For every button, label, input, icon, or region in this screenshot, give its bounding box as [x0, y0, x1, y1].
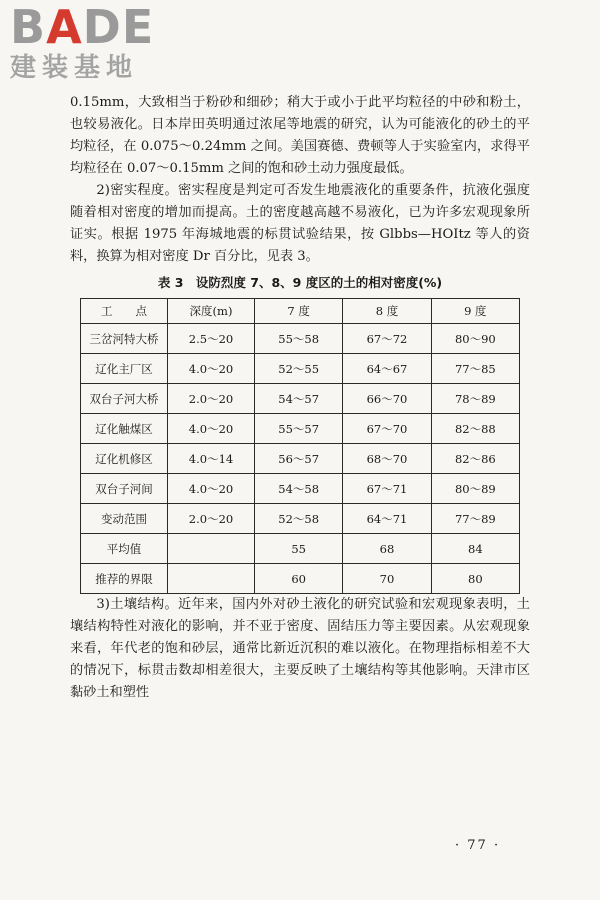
logo-a: A	[46, 0, 83, 54]
cell-8deg: 68	[343, 534, 431, 564]
cell-8deg: 64～71	[343, 504, 431, 534]
cell-7deg: 54～57	[255, 384, 343, 414]
cell-site: 双台子河大桥	[81, 384, 168, 414]
cell-9deg: 80～90	[431, 324, 519, 354]
header-depth: 深度(m)	[168, 299, 255, 324]
cell-9deg: 78～89	[431, 384, 519, 414]
cell-depth: 2.0～20	[168, 504, 255, 534]
cell-depth	[168, 534, 255, 564]
table-row	[81, 324, 520, 354]
cell-7deg: 55～57	[255, 414, 343, 444]
cell-7deg: 54～58	[255, 474, 343, 504]
table-caption: 表 3 设防烈度 7、8、9 度区的土的相对密度(%)	[157, 275, 443, 290]
cell-depth: 4.0～20	[168, 414, 255, 444]
paragraph-soil-structure: 3)土壤结构。近年来，国内外对砂土液化的研究试验和宏观现象表明，土壤结构特性对液化的影响，并不亚于密度、固结压力等主要因素。从宏观现象来看，年代老的饱和砂层，通常比新近沉积的难以液化。在物理指标相差不大的情况下，标贯击数却相差很大，主要反映了土壤结构等其他影响。天津市区黏砂土和塑性	[70, 597, 530, 700]
cell-9deg: 77～85	[431, 354, 519, 384]
page-number: · 77 ·	[455, 838, 501, 853]
cell-site: 辽化主厂区	[81, 354, 168, 384]
cell-7deg: 60	[255, 564, 343, 594]
header-7deg: 7 度	[255, 299, 343, 324]
table-row	[81, 444, 520, 474]
cell-depth: 2.0～20	[168, 384, 255, 414]
cell-8deg: 67～72	[343, 324, 431, 354]
paragraph-grain-size: 0.15mm，大致相当于粉砂和细砂；稍大于或小于此平均粒径的中砂和粉土，也较易液化。日本岸田英明通过浓尾等地震的研究，认为可能液化的砂土的平均粒径，在 0.075～0.24mm 之间。美国赛德、费顿等人于实验室内，求得平均粒径在 0.07～0.15mm 之间的饱和砂土动力强度最低。	[70, 95, 530, 176]
table-row	[81, 534, 520, 564]
cell-8deg: 70	[343, 564, 431, 594]
cell-7deg: 55	[255, 534, 343, 564]
table-row	[81, 474, 520, 504]
cell-8deg: 67～70	[343, 414, 431, 444]
cell-9deg: 82～88	[431, 414, 519, 444]
logo-b: B	[10, 0, 47, 54]
cell-8deg: 68～70	[343, 444, 431, 474]
cell-9deg: 82～86	[431, 444, 519, 474]
cell-depth: 4.0～20	[168, 474, 255, 504]
table-header-row	[81, 299, 520, 324]
cell-7deg: 52～58	[255, 504, 343, 534]
table-row	[81, 414, 520, 444]
cell-8deg: 67～71	[343, 474, 431, 504]
cell-site: 三岔河特大桥	[81, 324, 168, 354]
cell-depth: 2.5～20	[168, 324, 255, 354]
cell-site: 推荐的界限	[81, 564, 168, 594]
cell-7deg: 52～55	[255, 354, 343, 384]
logo-brand	[10, 0, 185, 54]
logo-de: DE	[82, 0, 155, 54]
cell-site: 辽化触煤区	[81, 414, 168, 444]
cell-depth: 4.0～14	[168, 444, 255, 474]
cell-8deg: 66～70	[343, 384, 431, 414]
cell-site: 双台子河间	[81, 474, 168, 504]
cell-9deg: 84	[431, 534, 519, 564]
header-8deg: 8 度	[343, 299, 431, 324]
paragraph-density: 2)密实程度。密实程度是判定可否发生地震液化的重要条件，抗液化强度随着相对密度的增加而提高。土的密度越高越不易液化，已为许多宏观现象所证实。根据 1975 年海城地震的标贯试验结果，按 Glbbs—HOItz 等人的资料，换算为相对密度 Dr 百分比，见表 3。	[70, 183, 530, 264]
cell-9deg: 77～89	[431, 504, 519, 534]
watermark-logo	[10, 0, 185, 94]
cell-depth	[168, 564, 255, 594]
cell-8deg: 64～67	[343, 354, 431, 384]
table-row	[81, 354, 520, 384]
cell-7deg: 55～58	[255, 324, 343, 354]
table-row	[81, 384, 520, 414]
header-site: 工 点	[81, 299, 168, 324]
table-row	[81, 564, 520, 594]
cell-7deg: 56～57	[255, 444, 343, 474]
relative-density-table	[80, 298, 520, 594]
cell-site: 辽化机修区	[81, 444, 168, 474]
cell-site: 变动范围	[81, 504, 168, 534]
cell-site: 平均值	[81, 534, 168, 564]
page-content	[70, 92, 530, 704]
table-row	[81, 504, 520, 534]
cell-9deg: 80～89	[431, 474, 519, 504]
logo-tagline: 建装基地	[10, 53, 139, 83]
cell-depth: 4.0～20	[168, 354, 255, 384]
header-9deg: 9 度	[431, 299, 519, 324]
cell-9deg: 80	[431, 564, 519, 594]
